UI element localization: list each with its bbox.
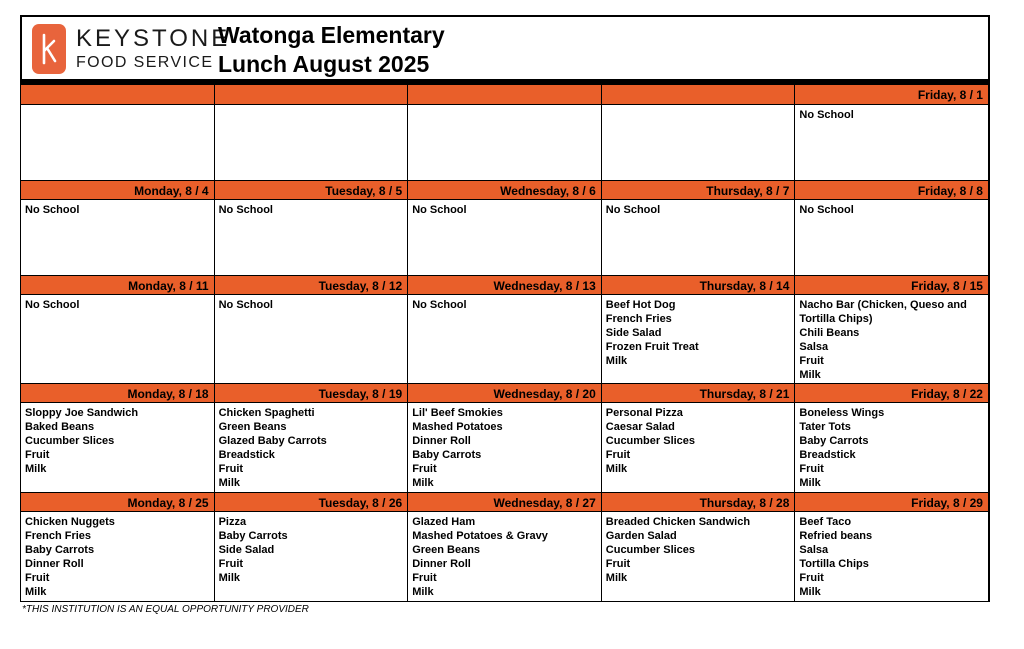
menu-item: Fruit xyxy=(799,572,824,584)
calendar-grid xyxy=(20,85,990,602)
menu-item: No School xyxy=(412,299,467,311)
menu-item: Salsa xyxy=(799,544,829,556)
day-menu xyxy=(21,512,214,601)
menu-item: Tortilla Chips xyxy=(799,558,869,570)
menu-item: Boneless Wings xyxy=(799,407,885,419)
menu-item: Milk xyxy=(218,477,240,489)
menu-item: Cucumber Slices xyxy=(605,435,696,447)
day-menu xyxy=(602,512,795,601)
menu-item: Pizza xyxy=(218,516,247,528)
menu-item: Sloppy Joe Sandwich xyxy=(25,407,139,419)
day-header: Monday, 8 / 11 xyxy=(21,275,214,295)
menu-item: Side Salad xyxy=(218,544,275,556)
menu-item: Mashed Potatoes & Gravy xyxy=(412,530,548,542)
school-name: Watonga Elementary xyxy=(218,22,445,48)
day-menu xyxy=(408,512,601,601)
menu-item: French Fries xyxy=(25,530,92,542)
menu-item: Fruit xyxy=(218,463,244,475)
menu-item: Glazed Baby Carrots xyxy=(218,435,327,447)
menu-item: Personal Pizza xyxy=(605,407,683,419)
day-menu xyxy=(602,403,795,492)
day-header: Monday, 8 / 25 xyxy=(21,492,214,512)
day-cell xyxy=(602,492,796,601)
menu-item: Nacho Bar (Chicken, Queso and Tortilla Chips) xyxy=(799,299,967,325)
day-header: Friday, 8 / 8 xyxy=(795,180,988,200)
day-header: Wednesday, 8 / 6 xyxy=(408,180,601,200)
day-menu xyxy=(795,403,988,492)
day-menu xyxy=(215,512,408,601)
week-row xyxy=(21,383,988,492)
day-menu xyxy=(21,105,214,180)
menu-item: Baby Carrots xyxy=(799,435,869,447)
menu-item: Salsa xyxy=(799,341,829,353)
menu-item: Milk xyxy=(799,369,821,381)
day-cell xyxy=(408,180,602,275)
day-cell xyxy=(602,85,796,180)
page-header xyxy=(20,15,990,79)
menu-item: Glazed Ham xyxy=(412,516,476,528)
menu-title: Lunch August 2025 xyxy=(218,51,430,77)
menu-item: Milk xyxy=(412,586,434,598)
keystone-logo xyxy=(32,24,230,74)
day-cell xyxy=(21,492,215,601)
menu-item: Chili Beans xyxy=(799,327,860,339)
day-cell xyxy=(215,492,409,601)
menu-item: Milk xyxy=(25,586,47,598)
menu-page xyxy=(20,15,990,602)
day-header: Tuesday, 8 / 5 xyxy=(215,180,408,200)
menu-item: Milk xyxy=(605,572,628,584)
day-header xyxy=(408,85,601,105)
menu-item: French Fries xyxy=(605,313,672,325)
day-cell xyxy=(602,275,796,383)
day-cell xyxy=(215,383,409,492)
day-header: Thursday, 8 / 7 xyxy=(602,180,795,200)
menu-item: Fruit xyxy=(218,558,244,570)
logo-wordmark: KEYSTONE xyxy=(76,25,231,52)
day-header: Friday, 8 / 15 xyxy=(795,275,988,295)
menu-item: No School xyxy=(412,204,467,216)
menu-item: Tater Tots xyxy=(799,421,851,433)
menu-item: Fruit xyxy=(605,449,631,461)
day-cell xyxy=(795,383,988,492)
day-header: Monday, 8 / 4 xyxy=(21,180,214,200)
menu-item: No School xyxy=(218,204,273,216)
day-menu xyxy=(408,295,601,383)
menu-item: Breadstick xyxy=(799,449,856,461)
menu-item: Baby Carrots xyxy=(25,544,95,556)
menu-item: Milk xyxy=(605,463,628,475)
day-header: Thursday, 8 / 21 xyxy=(602,383,795,403)
menu-item: Fruit xyxy=(799,355,824,367)
menu-item: No School xyxy=(25,299,80,311)
day-header: Friday, 8 / 29 xyxy=(795,492,988,512)
menu-item: Dinner Roll xyxy=(412,558,471,570)
menu-item: No School xyxy=(218,299,273,311)
day-cell xyxy=(602,383,796,492)
menu-item: No School xyxy=(799,204,854,216)
week-row xyxy=(21,180,988,275)
logo-tagline: FOOD SERVICE xyxy=(76,54,214,71)
menu-item: Milk xyxy=(605,355,628,367)
menu-item: Fruit xyxy=(799,463,824,475)
menu-item: Caesar Salad xyxy=(605,421,675,433)
menu-item: No School xyxy=(25,204,80,216)
day-menu xyxy=(408,403,601,492)
day-cell xyxy=(21,180,215,275)
day-header: Wednesday, 8 / 20 xyxy=(408,383,601,403)
day-menu xyxy=(215,403,408,492)
day-cell xyxy=(21,275,215,383)
day-menu xyxy=(795,105,988,180)
menu-item: Fruit xyxy=(412,572,437,584)
day-cell xyxy=(795,275,988,383)
menu-item: Cucumber Slices xyxy=(25,435,115,447)
day-cell xyxy=(602,180,796,275)
week-row xyxy=(21,275,988,383)
day-header: Thursday, 8 / 14 xyxy=(602,275,795,295)
day-cell xyxy=(215,275,409,383)
day-cell xyxy=(408,383,602,492)
menu-item: Garden Salad xyxy=(605,530,677,542)
day-header: Wednesday, 8 / 13 xyxy=(408,275,601,295)
day-menu xyxy=(215,295,408,383)
menu-item: Milk xyxy=(25,463,47,475)
day-header: Tuesday, 8 / 19 xyxy=(215,383,408,403)
day-menu xyxy=(215,105,408,180)
menu-item: Milk xyxy=(412,477,434,489)
keystone-k-icon xyxy=(32,24,66,74)
menu-item: Lil' Beef Smokies xyxy=(412,407,503,419)
day-header xyxy=(21,85,214,105)
menu-item: Frozen Fruit Treat xyxy=(605,341,699,353)
menu-item: Fruit xyxy=(25,449,50,461)
menu-item: Chicken Nuggets xyxy=(25,516,115,528)
day-cell xyxy=(795,180,988,275)
day-cell xyxy=(408,275,602,383)
day-menu xyxy=(21,295,214,383)
day-header: Thursday, 8 / 28 xyxy=(602,492,795,512)
day-cell xyxy=(21,383,215,492)
menu-item: Green Beans xyxy=(218,421,287,433)
day-menu xyxy=(602,105,795,180)
day-cell xyxy=(215,85,409,180)
menu-item: Cucumber Slices xyxy=(605,544,696,556)
menu-item: Mashed Potatoes xyxy=(412,421,503,433)
menu-item: Fruit xyxy=(25,572,50,584)
menu-item: No School xyxy=(605,204,661,216)
day-menu xyxy=(408,200,601,275)
menu-item: Chicken Spaghetti xyxy=(218,407,315,419)
menu-item: Dinner Roll xyxy=(25,558,84,570)
day-menu xyxy=(795,295,988,383)
menu-item: Breadstick xyxy=(218,449,275,461)
day-cell xyxy=(215,180,409,275)
day-menu xyxy=(602,200,795,275)
day-menu xyxy=(795,512,988,601)
menu-item: Baby Carrots xyxy=(412,449,482,461)
menu-item: Breaded Chicken Sandwich xyxy=(605,516,751,528)
day-header: Friday, 8 / 1 xyxy=(795,85,988,105)
menu-item: Fruit xyxy=(605,558,631,570)
week-row xyxy=(21,492,988,601)
day-menu xyxy=(21,403,214,492)
day-cell xyxy=(795,85,988,180)
week-row xyxy=(21,85,988,180)
day-header: Wednesday, 8 / 27 xyxy=(408,492,601,512)
menu-item: Milk xyxy=(799,586,821,598)
menu-item: No School xyxy=(799,109,854,121)
day-menu xyxy=(215,200,408,275)
day-header: Tuesday, 8 / 12 xyxy=(215,275,408,295)
day-header xyxy=(602,85,795,105)
menu-item: Beef Hot Dog xyxy=(605,299,676,311)
day-menu xyxy=(795,200,988,275)
day-cell xyxy=(408,492,602,601)
menu-item: Baby Carrots xyxy=(218,530,288,542)
menu-item: Green Beans xyxy=(412,544,481,556)
menu-item: Side Salad xyxy=(605,327,662,339)
menu-item: Fruit xyxy=(412,463,437,475)
footer-disclaimer: *THIS INSTITUTION IS AN EQUAL OPPORTUNITY PROVIDER xyxy=(22,604,309,615)
day-menu xyxy=(408,105,601,180)
day-header: Tuesday, 8 / 26 xyxy=(215,492,408,512)
day-header: Monday, 8 / 18 xyxy=(21,383,214,403)
day-menu xyxy=(602,295,795,383)
menu-item: Dinner Roll xyxy=(412,435,471,447)
menu-item: Milk xyxy=(799,477,821,489)
menu-item: Refried beans xyxy=(799,530,873,542)
day-cell xyxy=(795,492,988,601)
day-cell xyxy=(21,85,215,180)
day-header xyxy=(215,85,408,105)
day-header: Friday, 8 / 22 xyxy=(795,383,988,403)
menu-item: Milk xyxy=(218,572,240,584)
menu-item: Baked Beans xyxy=(25,421,95,433)
day-cell xyxy=(408,85,602,180)
day-menu xyxy=(21,200,214,275)
menu-item: Beef Taco xyxy=(799,516,852,528)
